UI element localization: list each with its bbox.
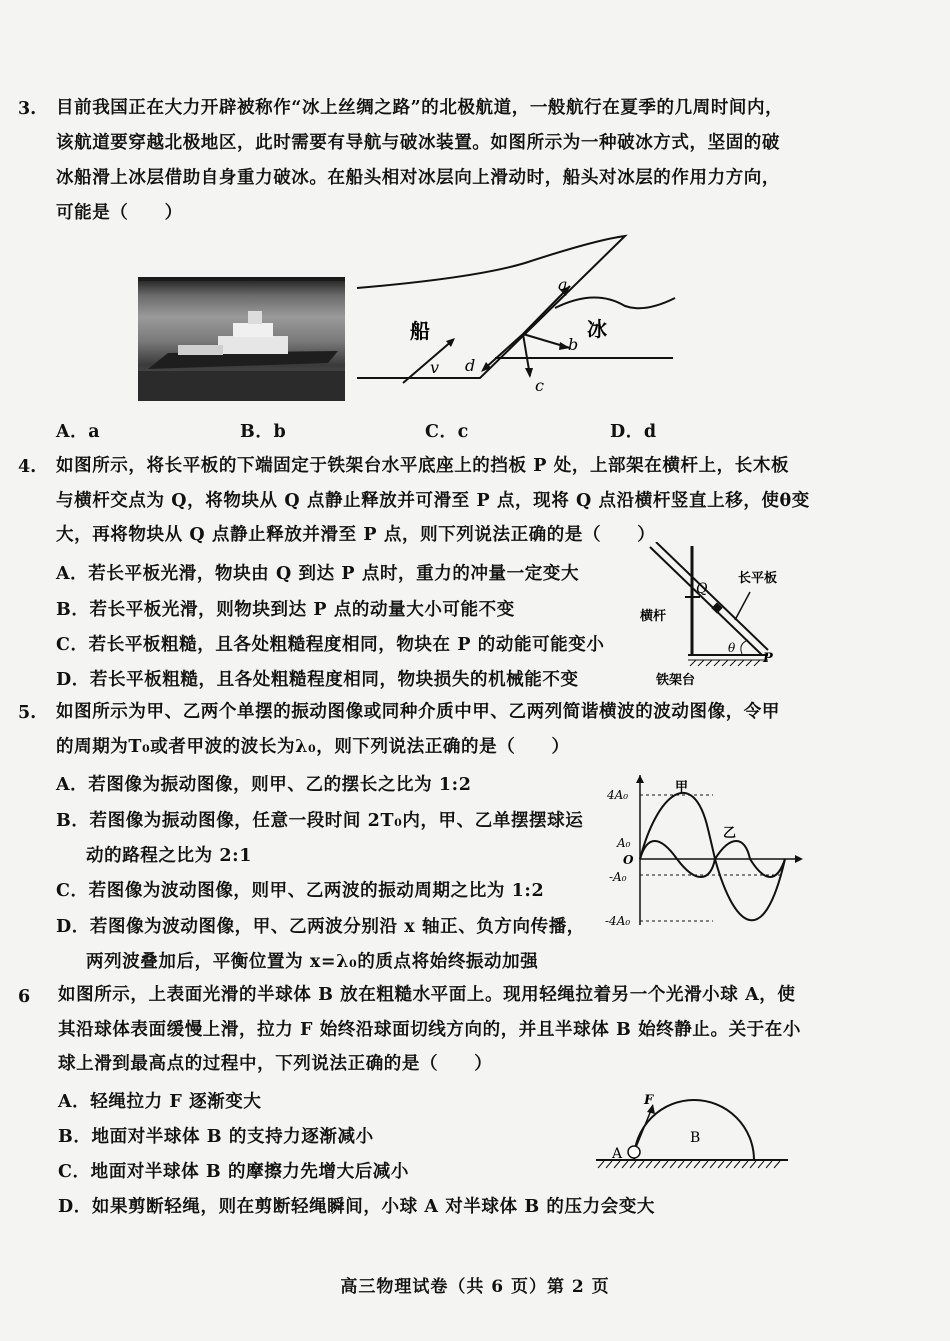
label-a0: A₀ (617, 836, 631, 850)
q5-line-2: 的周期为T₀或者甲波的波长为λ₀，则下列说法正确的是（ ） (56, 737, 570, 757)
q5-number: 5. (18, 703, 37, 723)
label-q: Q (696, 581, 708, 597)
q3-line-4: 可能是（ ） (56, 203, 183, 223)
q4-incline-diagram (630, 542, 800, 690)
q5-wave-graph (605, 775, 805, 935)
q5-option-c[interactable]: C．若图像为波动图像，则甲、乙两波的振动周期之比为 1:2 (56, 881, 545, 901)
q5-option-d[interactable]: D．若图像为波动图像，甲、乙两波分别沿 x 轴正、负方向传播， (56, 917, 585, 937)
q6-hemisphere-diagram (592, 1090, 792, 1174)
q3-line-3: 冰船滑上冰层借助自身重力破冰。在船头相对冰层向上滑动时，船头对冰层的作用力方向， (56, 168, 780, 188)
page-footer: 高三物理试卷（共 6 页）第 2 页 (340, 1277, 610, 1297)
q5-option-b-cont: 动的路程之比为 2:1 (86, 846, 253, 866)
label-ship: 船 (410, 319, 430, 343)
label-a: A (612, 1146, 623, 1162)
q6-option-a[interactable]: A．轻绳拉力 F 逐渐变大 (58, 1092, 262, 1112)
q6-option-c[interactable]: C．地面对半球体 B 的摩擦力先增大后减小 (58, 1162, 410, 1182)
q4-line-1: 如图所示，将长平板的下端固定于铁架台水平底座上的挡板 P 处，上部架在横杆上，长木板 (56, 456, 790, 476)
q4-number: 4. (18, 457, 37, 477)
label-b: B (690, 1130, 701, 1146)
q6-line-3: 球上滑到最高点的过程中，下列说法正确的是（ ） (58, 1054, 493, 1074)
label-neg-4a0: -4A₀ (605, 914, 631, 928)
label-b: b (568, 335, 579, 354)
q6-line-1: 如图所示，上表面光滑的半球体 B 放在粗糙水平面上。现用轻绳拉着另一个光滑小球 A，使 (58, 985, 796, 1005)
label-theta: θ (728, 641, 736, 655)
q4-line-3: 大，再将物块从 Q 点静止释放并滑至 P 点，则下列说法正确的是（ ） (56, 525, 656, 545)
q4-line-2: 与横杆交点为 Q，将物块从 Q 点静止释放并可滑至 P 点，现将 Q 点沿横杆竖直上移，使θ变 (56, 491, 810, 511)
label-f: F (644, 1093, 654, 1108)
label-a: a (558, 275, 568, 294)
label-jia: 甲 (675, 780, 689, 795)
q5-option-a[interactable]: A．若图像为振动图像，则甲、乙的摆长之比为 1:2 (56, 775, 472, 795)
q3-number: 3. (18, 99, 37, 119)
label-stand: 铁架台 (656, 673, 696, 688)
q4-option-d[interactable]: D．若长平板粗糙，且各处粗糙程度相同，物块损失的机械能不变 (56, 670, 579, 690)
q6-number: 6 (18, 987, 31, 1007)
label-ice: 冰 (587, 317, 607, 341)
q3-option-b[interactable]: B．b (240, 422, 287, 442)
label-origin: O (623, 853, 634, 867)
label-v: v (430, 358, 440, 377)
q3-force-diagram (355, 228, 685, 408)
label-yi: 乙 (723, 826, 737, 841)
q4-option-a[interactable]: A．若长平板光滑，物块由 Q 到达 P 点时，重力的冲量一定变大 (56, 564, 580, 584)
label-4a0: 4A₀ (607, 788, 629, 802)
q4-option-c[interactable]: C．若长平板粗糙，且各处粗糙程度相同，物块在 P 的动能可能变小 (56, 635, 605, 655)
q5-option-b[interactable]: B．若图像为振动图像，任意一段时间 2T₀内，甲、乙单摆摆球运 (56, 811, 584, 831)
ball-a-icon (628, 1146, 640, 1158)
q3-option-a[interactable]: A．a (56, 422, 101, 442)
label-neg-a0: -A₀ (609, 870, 627, 884)
q3-line-2: 该航道要穿越北极地区，此时需要有导航与破冰装置。如图所示为一种破冰方式，坚固的破 (56, 133, 780, 153)
q3-line-1: 目前我国正在大力开辟被称作“冰上丝绸之路”的北极航道，一般航行在夏季的几周时间内， (56, 98, 784, 118)
q5-option-d-cont: 两列波叠加后，平衡位置为 x=λ₀的质点将始终振动加强 (86, 952, 539, 972)
icebreaker-photo (138, 277, 345, 401)
q6-option-d[interactable]: D．如果剪断轻绳，则在剪断轻绳瞬间，小球 A 对半球体 B 的压力会变大 (58, 1197, 656, 1217)
label-d: d (465, 356, 476, 375)
q3-option-c[interactable]: C．c (425, 422, 469, 442)
label-c: c (535, 376, 544, 395)
q3-option-d[interactable]: D．d (610, 422, 657, 442)
label-p: P (763, 651, 773, 666)
label-board: 长平板 (738, 571, 778, 586)
q6-line-2: 其沿球体表面缓慢上滑，拉力 F 始终沿球面切线方向的，并且半球体 B 始终静止。关于在小 (58, 1020, 801, 1040)
q5-line-1: 如图所示为甲、乙两个单摆的振动图像或同种介质中甲、乙两列简谐横波的波动图像，令甲 (56, 702, 780, 722)
label-bar: 横杆 (640, 609, 667, 624)
icebreaker-ship-icon (138, 281, 345, 401)
q4-option-b[interactable]: B．若长平板光滑，则物块到达 P 点的动量大小可能不变 (56, 600, 515, 620)
q6-option-b[interactable]: B．地面对半球体 B 的支持力逐渐减小 (58, 1127, 374, 1147)
